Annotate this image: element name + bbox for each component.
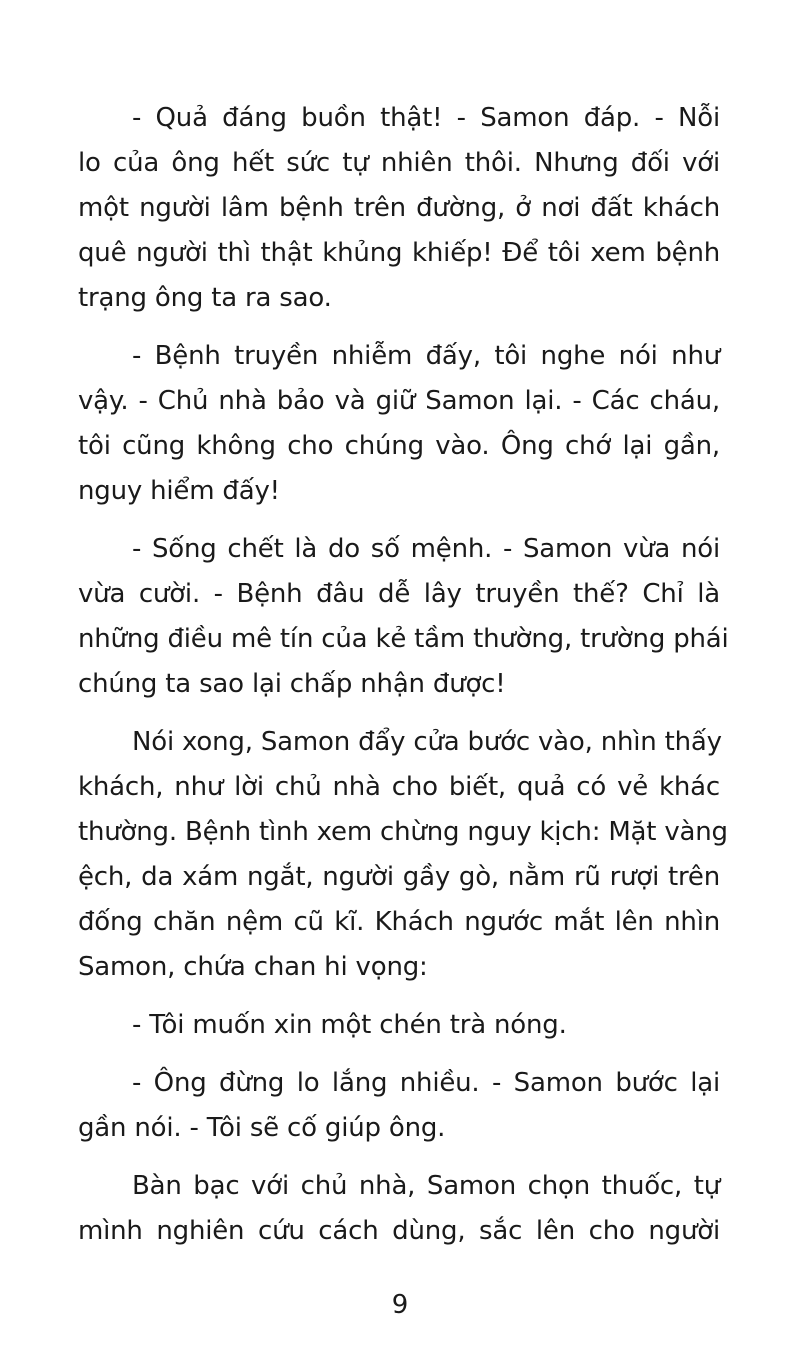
paragraph	[78, 1061, 720, 1151]
text-line: chúng ta sao lại chấp nhận được!	[78, 669, 506, 699]
text-line: khách, như lời chủ nhà cho biết, quả có vẻ khác	[78, 772, 720, 802]
text-line: Bàn bạc với chủ nhà, Samon chọn thuốc, tự	[132, 1171, 720, 1201]
text-line: những điều mê tín của kẻ tầm thường, trường phái	[78, 624, 729, 654]
text-line: vừa cười. - Bệnh đâu dễ lây truyền thế? Chỉ là	[78, 579, 720, 609]
paragraph	[78, 1164, 720, 1254]
text-line: đống chăn nệm cũ kĩ. Khách ngước mắt lên nhìn	[78, 907, 720, 937]
paragraph	[78, 334, 720, 514]
text-line: - Tôi muốn xin một chén trà nóng.	[132, 1010, 567, 1040]
page-number: 9	[391, 1290, 409, 1320]
text-line: trạng ông ta ra sao.	[78, 283, 332, 313]
text-line: - Ông đừng lo lắng nhiều. - Samon bước lại	[132, 1068, 720, 1098]
text-line: ệch, da xám ngắt, người gầy gò, nằm rũ rượi trên	[78, 862, 720, 892]
text-line: lo của ông hết sức tự nhiên thôi. Nhưng đối với	[78, 148, 720, 178]
text-line: tôi cũng không cho chúng vào. Ông chớ lại gần,	[78, 431, 720, 461]
paragraph	[78, 1003, 720, 1048]
paragraph	[78, 527, 729, 707]
text-line: quê người thì thật khủng khiếp! Để tôi xem bệnh	[78, 238, 720, 268]
text-line: một người lâm bệnh trên đường, ở nơi đất khách	[78, 193, 720, 223]
text-line: - Quả đáng buồn thật! - Samon đáp. - Nỗi	[132, 103, 720, 133]
text-line: nguy hiểm đấy!	[78, 476, 280, 506]
text-line: vậy. - Chủ nhà bảo và giữ Samon lại. - Các cháu,	[78, 386, 720, 416]
text-line: Samon, chứa chan hi vọng:	[78, 952, 428, 982]
paragraph	[78, 96, 720, 321]
text-line: mình nghiên cứu cách dùng, sắc lên cho người	[78, 1216, 720, 1246]
text-line: Nói xong, Samon đẩy cửa bước vào, nhìn thấy	[132, 727, 722, 757]
text-line: - Sống chết là do số mệnh. - Samon vừa nói	[132, 534, 720, 564]
text-line: thường. Bệnh tình xem chừng nguy kịch: Mặt vàng	[78, 817, 728, 847]
text-line: gần nói. - Tôi sẽ cố giúp ông.	[78, 1113, 446, 1143]
body-text	[78, 96, 729, 1267]
paragraph	[78, 720, 728, 990]
text-line: - Bệnh truyền nhiễm đấy, tôi nghe nói như	[132, 341, 720, 371]
